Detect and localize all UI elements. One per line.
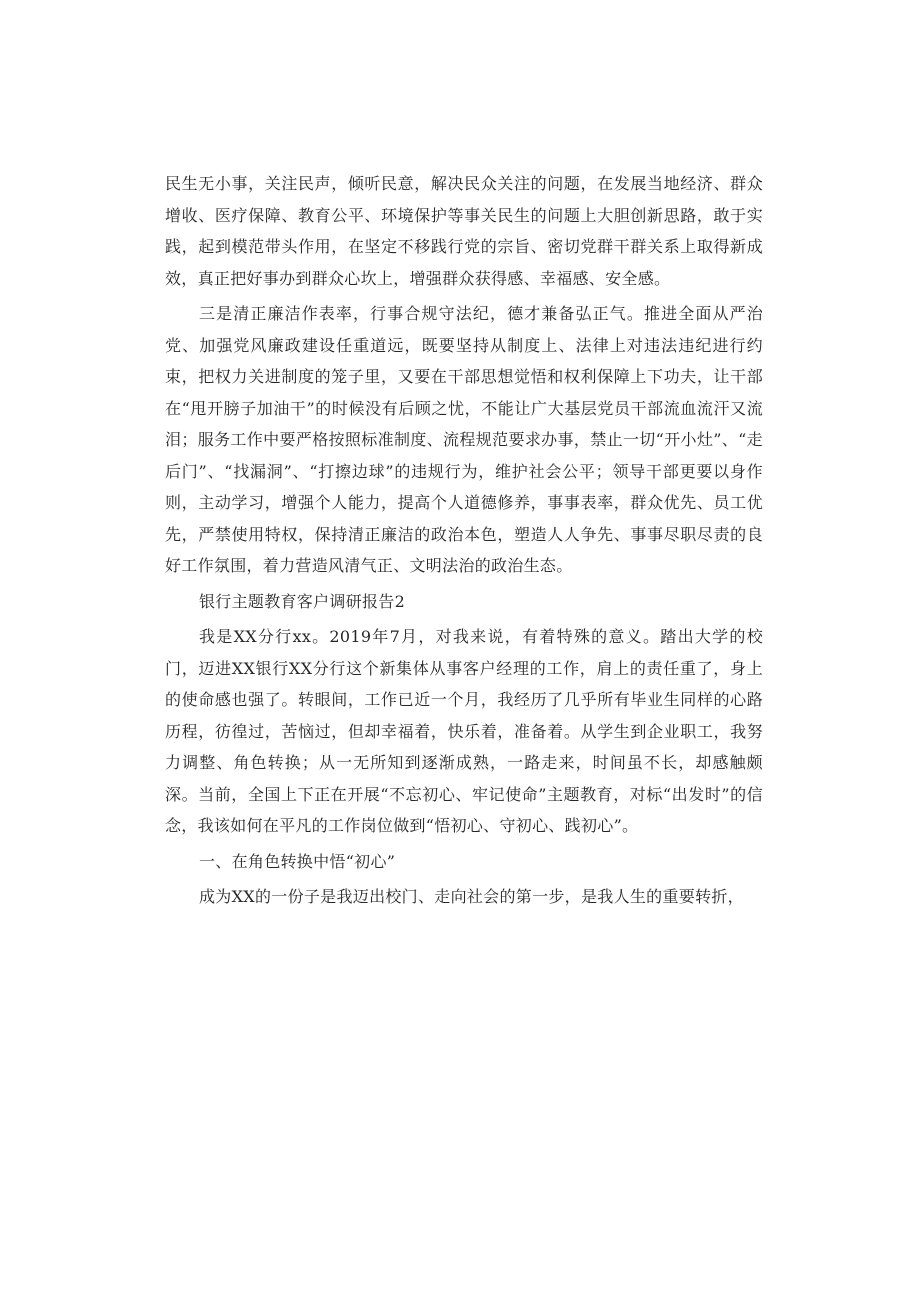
paragraph-livelihood: 民生无小事，关注民声，倾听民意，解决民众关注的问题，在发展当地经济、群众增收、医疗保障、教育公平、环境保护等事关民生的问题上大胆创新思路，敢于实践，起到模范带头作用，在坚定不移践行党的宗旨、密切党群干群关系上取得新成效，真正把好事办到群众心坎上，增强群众获得感、幸福感、安全感。	[165, 174, 763, 288]
document-body	[165, 168, 763, 913]
section-title: 银行主题教育客户调研报告2	[199, 591, 406, 611]
subheading-role-transition: 一、在角色转换中悟“初心”	[199, 851, 396, 871]
paragraph-integrity: 三是清正廉洁作表率，行事合规守法纪，德才兼备弘正气。推进全面从严治党、加强党风廉政建设任重道远，既要坚持从制度上、法律上对违法违纪进行约束，把权力关进制度的笼子里，又要在干部思想觉悟和权利保障上下功夫，让干部在“甩开膀子加油干”的时候没有后顾之忧，不能让广大基层党员干部流血流汗又流泪；服务工作中要严格按照标准制度、流程规范要求办事，禁止一切“开小灶”、“走后门”、“找漏洞”、“打擦边球”的违规行为，维护社会公平；领导干部更要以身作则，主动学习，增强个人能力，提高个人道德修养，事事表率，群众优先、员工优先，严禁使用特权，保持清正廉洁的政治本色，塑造人人争先、事事尽职尽责的良好工作氛围，着力营造风清气正、文明法治的政治生态。	[165, 304, 763, 575]
paragraph-introduction: 我是XX分行xx。2019年7月，对我来说，有着特殊的意义。踏出大学的校门，迈进XX银行XX分行这个新集体从事客户经理的工作，肩上的责任重了，身上的使命感也强了。转眼间，工作已近一个月，我经历了几乎所有毕业生同样的心路历程，彷徨过，苦恼过，但却幸福着，快乐着，准备着。从学生到企业职工，我努力调整、角色转换；从一无所知到逐渐成熟，一路走来，时间虽不长，却感触颇深。当前，全国上下正在开展“不忘初心、牢记使命”主题教育，对标“出发时”的信念，我该如何在平凡的工作岗位做到“悟初心、守初心、践初心”。	[165, 627, 763, 835]
paragraph-first-step: 成为XX的一份子是我迈出校门、走向社会的第一步，是我人生的重要转折，	[199, 887, 744, 906]
